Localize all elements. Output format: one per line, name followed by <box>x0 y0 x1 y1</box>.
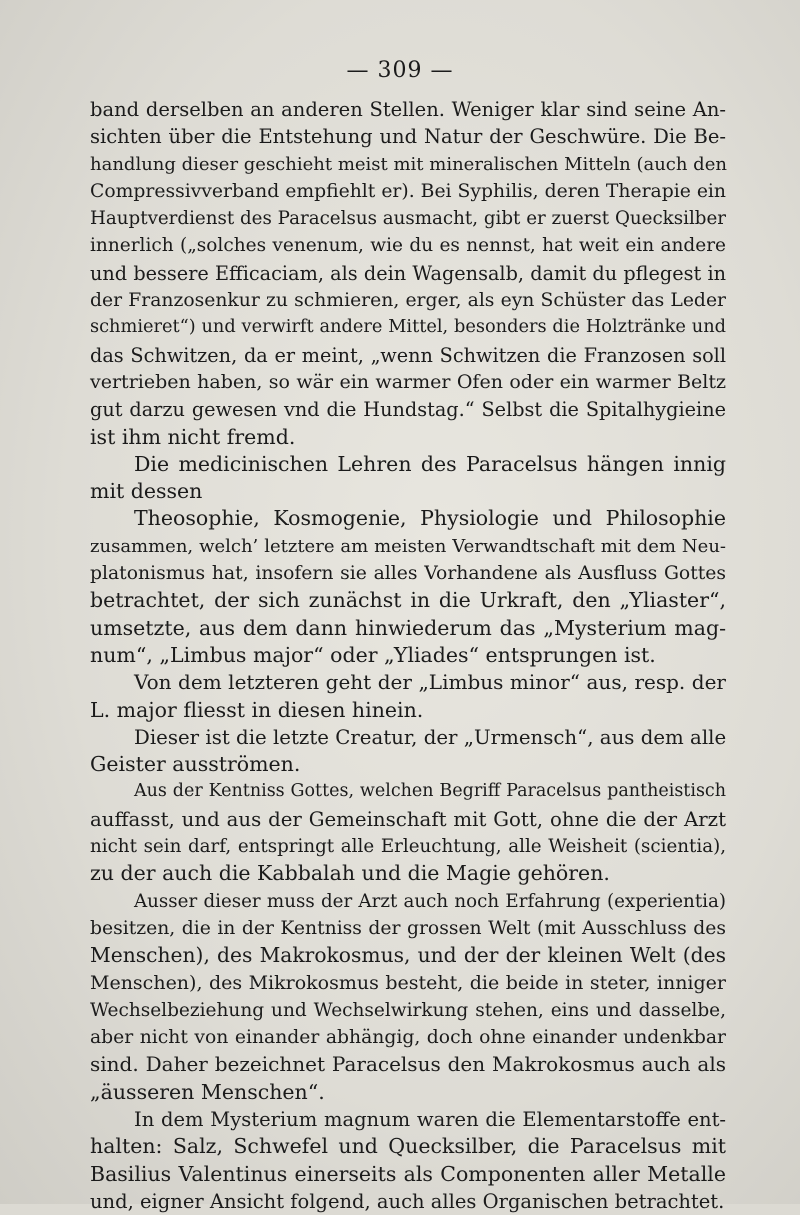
page-number: — 309 — <box>346 58 454 83</box>
text-line: In dem Mysterium magnum waren die Elementarstoffe ent- <box>134 1107 726 1131</box>
text-line: sichten über die Entstehung und Natur der Geschwüre. Die Be- <box>90 125 726 149</box>
text-line: schmieret“) und verwirft andere Mittel, besonders die Holztränke und <box>90 317 726 338</box>
text-line: besitzen, die in der Kentniss der grossen Welt (mit Ausschluss des <box>90 917 726 939</box>
text-line: Ausser dieser muss der Arzt auch noch Erfahrung (experientia) <box>134 890 726 912</box>
text-line: auffasst, und aus der Gemeinschaft mit Gott, ohne die der Arzt <box>90 807 726 831</box>
text-line: num“, „Limbus major“ oder „Yliades“ entsprungen ist. <box>90 642 656 667</box>
text-line: gut darzu gewesen vnd die Hundstag.“ Selbst die Spitalhygieine <box>90 398 726 422</box>
text-line: zu der auch die Kabbalah und die Magie gehören. <box>90 861 610 886</box>
text-line: Aus der Kentniss Gottes, welchen Begriff Paracelsus pantheistisch <box>134 781 726 802</box>
text-line: Die medicinischen Lehren des Paracelsus hängen innig <box>134 451 726 476</box>
text-line: Compressivverband empfiehlt er). Bei Syphilis, deren Therapie ein <box>90 180 726 202</box>
text-line: ist ihm nicht fremd. <box>90 424 296 449</box>
text-line: aber nicht von einander abhängig, doch ohne einander undenkbar <box>90 1027 726 1049</box>
text-line: nicht sein darf, entspringt alle Erleuchtung, alle Weisheit (scientia), <box>90 836 726 858</box>
text-line: „äusseren Menschen“. <box>90 1079 325 1104</box>
text-line: sind. Daher bezeichnet Paracelsus den Makrokosmus auch als <box>90 1052 726 1077</box>
text-line: platonismus hat, insofern sie alles Vorhandene als Ausfluss Gottes <box>90 563 726 585</box>
text-line: umsetzte, aus dem dann hinwiederum das „Mysterium mag- <box>90 615 726 640</box>
text-line: L. major fliesst in diesen hinein. <box>90 697 424 722</box>
text-line: band derselben an anderen Stellen. Weniger klar sind seine An- <box>90 98 726 121</box>
text-line: betrachtet, der sich zunächst in die Urkraft, den „Yliaster“, <box>90 588 726 613</box>
text-line: Von dem letzteren geht der „Limbus minor“ aus, resp. der <box>134 670 726 695</box>
text-line: vertrieben haben, so wär ein warmer Ofen oder ein warmer Beltz <box>90 370 726 393</box>
text-line: zusammen, welch’ letztere am meisten Verwandtschaft mit dem Neu- <box>90 535 726 557</box>
body-text <box>90 96 726 1215</box>
text-line: mit dessen <box>90 479 203 504</box>
text-line: Basilius Valentinus einerseits als Componenten aller Metalle <box>90 1161 726 1186</box>
text-line: Theosophie, Kosmogenie, Physiologie und Philosophie <box>134 506 726 531</box>
text-line: Menschen), des Mikrokosmus besteht, die beide in steter, inniger <box>90 971 726 994</box>
text-line: Hauptverdienst des Paracelsus ausmacht, gibt er zuerst Quecksilber <box>90 208 726 230</box>
text-line: handlung dieser geschieht meist mit mineralischen Mitteln (auch den <box>90 153 727 175</box>
text-line: innerlich („solches venenum, wie du es nennst, hat weit ein andere <box>90 235 726 257</box>
text-line: Dieser ist die letzte Creatur, der „Urmensch“, aus dem alle <box>134 725 727 749</box>
text-line: Menschen), des Makrokosmus, und der der kleinen Welt (des <box>90 943 726 968</box>
text-line: Geister ausströmen. <box>90 752 301 777</box>
text-line: der Franzosenkur zu schmieren, erger, als eyn Schüster das Leder <box>90 290 726 312</box>
text-line: und, eigner Ansicht folgend, auch alles Organischen betrachtet. <box>90 1189 725 1213</box>
text-line: und bessere Efficaciam, als dein Wagensalb, damit du pflegest in <box>90 261 726 285</box>
text-line: halten: Salz, Schwefel und Quecksilber, die Paracelsus mit <box>90 1134 726 1159</box>
text-line: Wechselbeziehung und Wechselwirkung stehen, eins und dasselbe, <box>90 999 726 1021</box>
text-line: das Schwitzen, da er meint, „wenn Schwitzen die Franzosen soll <box>90 343 726 367</box>
